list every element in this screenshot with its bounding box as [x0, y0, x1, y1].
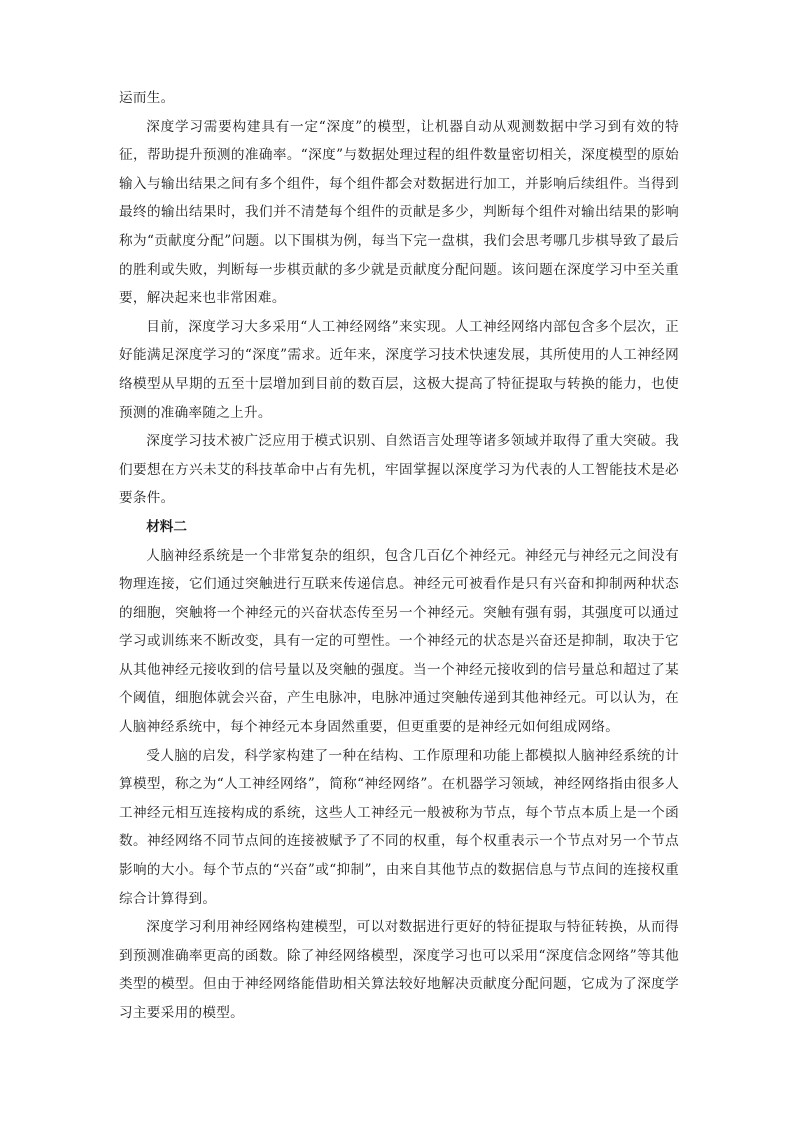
section-heading: 材料二: [146, 518, 187, 535]
document-page: [119, 84, 679, 1028]
paragraph-deep-model: 深度学习需要构建具有一定“深度”的模型，让机器自动从观测数据中学习到有效的特征，帮助提升预测的准确率。“深度”与数据处理过程的组件数量密切相关，深度模型的原始输入与输出结果之间有多个组件，每个组件都会对数据进行加工，并影响后续组件。当得到最终的输出结果时，我们并不清楚每个组件的贡献是多少，判断每个组件对输出结果的影响称为“贡献度分配”问题。以下围棋为例，每当下完一盘棋，我们会思考哪几步棋导致了最后的胜利或失败，判断每一步棋贡献的多少就是贡献度分配问题。该问题在深度学习中至关重要，解决起来也非常困难。: [119, 118, 679, 307]
paragraph-deep-learning-models: 深度学习利用神经网络构建模型，可以对数据进行更好的特征提取与特征转换，从而得到预测准确率更高的函数。除了神经网络模型，深度学习也可以采用“深度信念网络”等其他类型的模型。但由于神经网络能借助相关算法较好地解决贡献度分配问题，它成为了深度学习主要采用的模型。: [119, 919, 679, 1021]
paragraph-brain-neurons: 人脑神经系统是一个非常复杂的组织，包含几百亿个神经元。神经元与神经元之间没有物理连接，它们通过突触进行互联来传递信息。神经元可被看作是只有兴奋和抑制两种状态的细胞，突触将一个神经元的兴奋状态传至另一个神经元。突触有强有弱，其强度可以通过学习或训练来不断改变，具有一定的可塑性。一个神经元的状态是兴奋还是抑制，取决于它从其他神经元接收到的信号量以及突触的强度。当一个神经元接收到的信号量总和超过了某个阈值，细胞体就会兴奋，产生电脉冲，电脉冲通过突触传递到其他神经元。可以认为，在人脑神经系统中，每个神经元本身固然重要，但更重要的是神经元如何组成网络。: [119, 547, 679, 736]
paragraph-neural-network-depth: 目前，深度学习大多采用“人工神经网络”来实现。人工神经网络内部包含多个层次，正好能满足深度学习的“深度”需求。近年来，深度学习技术快速发展，其所使用的人工神经网络模型从早期的五至十层增加到目前的数百层，这极大提高了特征提取与转换的能力，也使预测的准确率随之上升。: [119, 318, 679, 421]
paragraph-applications: 深度学习技术被广泛应用于模式识别、自然语言处理等诸多领域并取得了重大突破。我们要想在方兴未艾的科技革命中占有先机，牢固掌握以深度学习为代表的人工智能技术是必要条件。: [119, 433, 679, 507]
paragraph-artificial-neural-network: 受人脑的启发，科学家构建了一种在结构、工作原理和功能上都模拟人脑神经系统的计算模型，称之为“人工神经网络”，简称“神经网络”。在机器学习领域，神经网络指由很多人工神经元相互连接构成的系统，这些人工神经元一般被称为节点，每个节点本质上是一个函数。神经网络不同节点间的连接被赋予了不同的权重，每个权重表示一个节点对另一个节点影响的大小。每个节点的“兴奋”或“抑制”，由来自其他节点的数据信息与节点间的连接权重综合计算得到。: [119, 747, 679, 907]
paragraph-continuation: 运而生。: [119, 90, 175, 106]
